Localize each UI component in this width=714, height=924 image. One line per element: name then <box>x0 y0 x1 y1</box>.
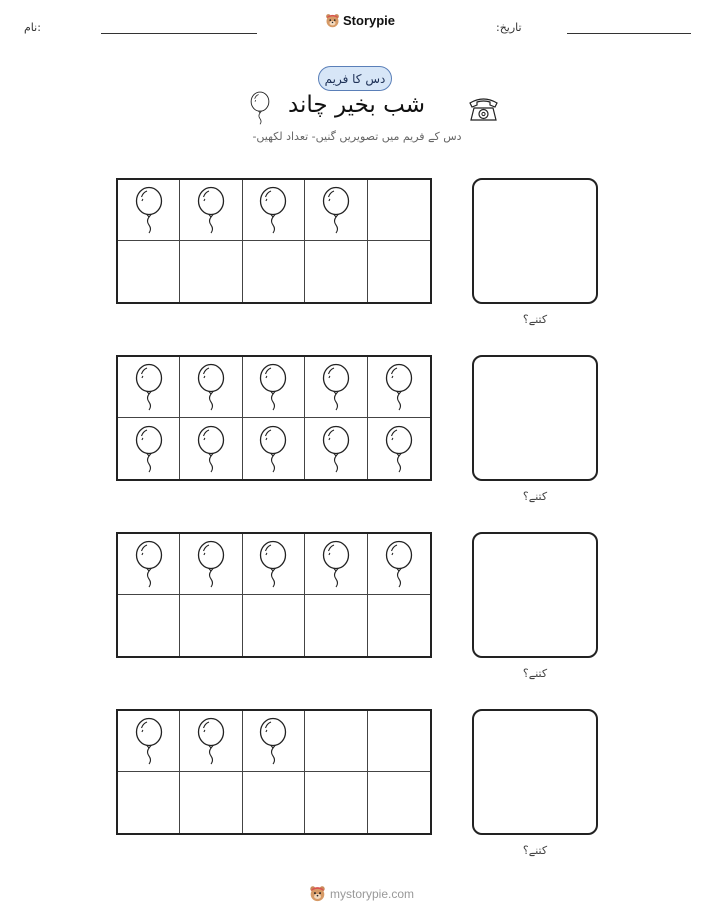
frame-cell <box>180 711 242 772</box>
ten-frame-4 <box>116 709 432 835</box>
balloon-icon <box>384 425 414 473</box>
bear-icon <box>309 885 326 902</box>
frame-cell <box>180 241 242 302</box>
footer-url[interactable]: mystorypie.com <box>330 886 415 901</box>
worksheet-badge: دس کا فریم <box>318 66 392 91</box>
frame-cell <box>180 418 242 479</box>
frame-cell <box>368 534 430 595</box>
balloon-icon <box>321 540 351 588</box>
ten-frame-2 <box>116 355 432 481</box>
balloon-icon <box>258 540 288 588</box>
frame-cell <box>305 180 367 241</box>
name-label: نام: <box>24 21 41 34</box>
frame-cell <box>118 357 180 418</box>
instructions: دس کے فریم میں تصویریں گنیں- تعداد لکھیں- <box>252 130 462 143</box>
frame-cell <box>118 418 180 479</box>
frame-cell <box>368 357 430 418</box>
frame-cell <box>243 595 305 656</box>
frame-cell <box>118 534 180 595</box>
balloon-icon <box>384 363 414 411</box>
balloon-icon <box>321 186 351 234</box>
frame-cell <box>305 595 367 656</box>
frame-cell <box>243 180 305 241</box>
balloon-icon <box>134 186 164 234</box>
answer-box-1[interactable] <box>472 178 598 304</box>
frame-cell <box>180 357 242 418</box>
frame-cell <box>180 595 242 656</box>
balloon-icon <box>196 363 226 411</box>
date-label: تاریخ: <box>496 21 522 34</box>
frame-cell <box>305 534 367 595</box>
balloon-icon <box>258 425 288 473</box>
bear-icon <box>325 13 340 28</box>
brand-logo <box>325 13 395 28</box>
balloon-icon <box>249 91 271 125</box>
balloon-icon <box>196 540 226 588</box>
balloon-icon <box>321 363 351 411</box>
frame-cell <box>368 180 430 241</box>
balloon-icon <box>134 540 164 588</box>
frame-cell <box>243 241 305 302</box>
answer-box-4[interactable] <box>472 709 598 835</box>
answer-box-3[interactable] <box>472 532 598 658</box>
balloon-icon <box>134 717 164 765</box>
frame-cell <box>243 534 305 595</box>
frame-cell <box>243 357 305 418</box>
frame-cell <box>305 772 367 833</box>
how-many-label: کتنے؟ <box>522 667 548 680</box>
frame-cell <box>368 595 430 656</box>
how-many-label: کتنے؟ <box>522 313 548 326</box>
balloon-icon <box>258 363 288 411</box>
page-title: شب بخیر چاند <box>287 92 425 118</box>
frame-cell <box>118 180 180 241</box>
balloon-icon <box>196 717 226 765</box>
frame-cell <box>118 711 180 772</box>
frame-cell <box>243 418 305 479</box>
frame-cell <box>118 595 180 656</box>
frame-cell <box>368 772 430 833</box>
balloon-icon <box>321 425 351 473</box>
ten-frame-1 <box>116 178 432 304</box>
ten-frame-3 <box>116 532 432 658</box>
frame-cell <box>118 772 180 833</box>
frame-cell <box>368 241 430 302</box>
frame-cell <box>243 711 305 772</box>
frame-cell <box>305 711 367 772</box>
balloon-icon <box>384 540 414 588</box>
frame-cell <box>305 357 367 418</box>
balloon-icon <box>258 186 288 234</box>
how-many-label: کتنے؟ <box>522 490 548 503</box>
balloon-icon <box>258 717 288 765</box>
balloon-icon <box>134 363 164 411</box>
footer <box>309 885 414 902</box>
answer-box-2[interactable] <box>472 355 598 481</box>
balloon-icon <box>196 425 226 473</box>
frame-cell <box>305 241 367 302</box>
frame-cell <box>368 711 430 772</box>
date-write-line[interactable] <box>567 33 691 34</box>
frame-cell <box>180 772 242 833</box>
balloon-icon <box>134 425 164 473</box>
balloon-icon <box>196 186 226 234</box>
frame-cell <box>368 418 430 479</box>
frame-cell <box>305 418 367 479</box>
brand-name: Storypie <box>343 13 396 28</box>
frame-cell <box>118 241 180 302</box>
telephone-icon <box>467 94 500 122</box>
frame-cell <box>243 772 305 833</box>
how-many-label: کتنے؟ <box>522 844 548 857</box>
name-write-line[interactable] <box>101 33 257 34</box>
frame-cell <box>180 180 242 241</box>
frame-cell <box>180 534 242 595</box>
